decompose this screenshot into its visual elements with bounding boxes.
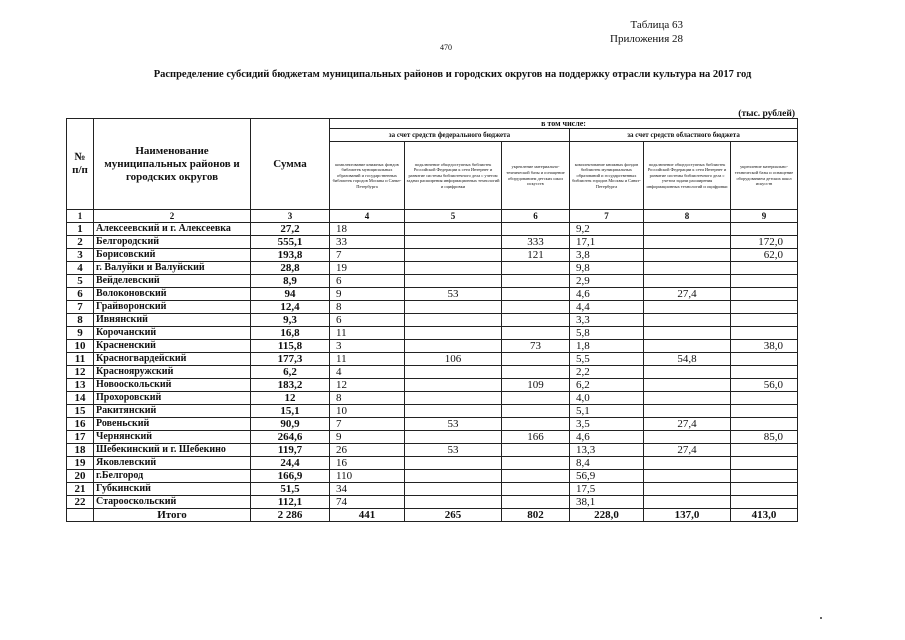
unit-label: (тыс. рублей) xyxy=(738,109,795,119)
fed-schools xyxy=(502,301,570,314)
fed-books: 6 xyxy=(330,314,405,327)
reg-schools: 56,0 xyxy=(731,379,798,392)
row-number: 12 xyxy=(67,366,94,379)
page-number: 470 xyxy=(440,43,452,52)
fed-schools: 166 xyxy=(502,431,570,444)
table-row xyxy=(67,262,798,275)
reg-internet xyxy=(644,236,731,249)
total-sum: 2 286 xyxy=(251,509,330,522)
fed-internet xyxy=(405,249,502,262)
row-number: 6 xyxy=(67,288,94,301)
col-index: 4 xyxy=(330,210,405,223)
fed-schools xyxy=(502,496,570,509)
reg-schools xyxy=(731,444,798,457)
reg-books: 17,5 xyxy=(570,483,644,496)
appendix-label: Приложения 28 xyxy=(610,33,683,45)
sum-value: 28,8 xyxy=(251,262,330,275)
reg-schools xyxy=(731,327,798,340)
subsidy-table xyxy=(66,118,798,522)
reg-books: 1,8 xyxy=(570,340,644,353)
fed-books: 7 xyxy=(330,418,405,431)
reg-schools xyxy=(731,457,798,470)
fed-internet: 53 xyxy=(405,444,502,457)
col-index: 3 xyxy=(251,210,330,223)
reg-internet xyxy=(644,483,731,496)
table-row xyxy=(67,353,798,366)
fed-books: 34 xyxy=(330,483,405,496)
fed-schools xyxy=(502,223,570,236)
fed-internet xyxy=(405,236,502,249)
sum-value: 183,2 xyxy=(251,379,330,392)
fed-schools: 109 xyxy=(502,379,570,392)
total-row xyxy=(67,509,798,522)
reg-books: 2,2 xyxy=(570,366,644,379)
total-cell: 413,0 xyxy=(731,509,798,522)
row-number: 15 xyxy=(67,405,94,418)
fed-books: 10 xyxy=(330,405,405,418)
column-index-row xyxy=(67,210,798,223)
reg-books: 3,5 xyxy=(570,418,644,431)
reg-books: 4,6 xyxy=(570,288,644,301)
header-name: Наименование муниципальных районов и городских округов xyxy=(94,119,251,210)
header-col4: комплектование книжных фондов библиотек муниципальных образований и государственных библиотек городов Москвы и Санкт-Петербурга xyxy=(330,142,405,210)
total-cell: 441 xyxy=(330,509,405,522)
reg-books: 4,6 xyxy=(570,431,644,444)
header-including: в том числе: xyxy=(330,119,798,129)
table-caption xyxy=(610,18,683,46)
fed-internet xyxy=(405,340,502,353)
table-row xyxy=(67,366,798,379)
fed-schools xyxy=(502,314,570,327)
sum-value: 51,5 xyxy=(251,483,330,496)
fed-books: 6 xyxy=(330,275,405,288)
fed-schools: 121 xyxy=(502,249,570,262)
header-col5: подключение общедоступных библиотек Российской Федерации к сети Интернет и развитие системы библиотечного дела с учетом задачи расширения информационных технологий и оцифровки xyxy=(405,142,502,210)
fed-internet xyxy=(405,275,502,288)
sum-value: 12 xyxy=(251,392,330,405)
table-row xyxy=(67,405,798,418)
reg-schools xyxy=(731,353,798,366)
fed-internet xyxy=(405,392,502,405)
district-name: Алексеевский и г. Алексеевка xyxy=(94,223,251,236)
fed-schools xyxy=(502,444,570,457)
reg-internet: 27,4 xyxy=(644,288,731,301)
reg-internet: 27,4 xyxy=(644,444,731,457)
table-row xyxy=(67,340,798,353)
fed-schools xyxy=(502,353,570,366)
fed-internet: 53 xyxy=(405,418,502,431)
total-cell xyxy=(67,509,94,522)
row-number: 11 xyxy=(67,353,94,366)
table-row xyxy=(67,392,798,405)
total-cell: 137,0 xyxy=(644,509,731,522)
reg-internet xyxy=(644,431,731,444)
district-name: Красногвардейский xyxy=(94,353,251,366)
reg-internet: 54,8 xyxy=(644,353,731,366)
reg-internet xyxy=(644,327,731,340)
total-label: Итого xyxy=(94,509,251,522)
district-name: Ивнянский xyxy=(94,314,251,327)
district-name: Прохоровский xyxy=(94,392,251,405)
fed-internet xyxy=(405,496,502,509)
reg-internet xyxy=(644,262,731,275)
reg-internet xyxy=(644,301,731,314)
col-index: 2 xyxy=(94,210,251,223)
fed-schools xyxy=(502,327,570,340)
table-row xyxy=(67,301,798,314)
reg-books: 4,0 xyxy=(570,392,644,405)
row-number: 17 xyxy=(67,431,94,444)
sum-value: 94 xyxy=(251,288,330,301)
fed-books: 7 xyxy=(330,249,405,262)
row-number: 3 xyxy=(67,249,94,262)
table-row xyxy=(67,249,798,262)
fed-books: 18 xyxy=(330,223,405,236)
fed-internet xyxy=(405,366,502,379)
fed-internet xyxy=(405,223,502,236)
table-label: Таблица 63 xyxy=(630,19,683,31)
table-row xyxy=(67,431,798,444)
reg-schools xyxy=(731,301,798,314)
reg-schools xyxy=(731,223,798,236)
header-num: № п/п xyxy=(67,119,94,210)
reg-schools xyxy=(731,314,798,327)
fed-internet: 106 xyxy=(405,353,502,366)
fed-internet xyxy=(405,314,502,327)
fed-books: 4 xyxy=(330,366,405,379)
table-row xyxy=(67,223,798,236)
district-name: Старооскольский xyxy=(94,496,251,509)
row-number: 1 xyxy=(67,223,94,236)
total-cell: 265 xyxy=(405,509,502,522)
fed-internet xyxy=(405,301,502,314)
row-number: 13 xyxy=(67,379,94,392)
reg-schools xyxy=(731,405,798,418)
reg-internet xyxy=(644,275,731,288)
district-name: Борисовский xyxy=(94,249,251,262)
district-name: Волоконовский xyxy=(94,288,251,301)
col-index: 9 xyxy=(731,210,798,223)
row-number: 19 xyxy=(67,457,94,470)
header-federal: за счет средств федерального бюджета xyxy=(330,129,570,142)
fed-internet xyxy=(405,483,502,496)
table-row xyxy=(67,444,798,457)
reg-schools xyxy=(731,288,798,301)
col-index: 1 xyxy=(67,210,94,223)
district-name: г. Валуйки и Валуйский xyxy=(94,262,251,275)
fed-books: 11 xyxy=(330,353,405,366)
reg-books: 13,3 xyxy=(570,444,644,457)
district-name: Красненский xyxy=(94,340,251,353)
fed-schools xyxy=(502,483,570,496)
reg-books: 4,4 xyxy=(570,301,644,314)
table-row xyxy=(67,314,798,327)
fed-internet xyxy=(405,405,502,418)
reg-books: 9,8 xyxy=(570,262,644,275)
fed-internet xyxy=(405,327,502,340)
reg-books: 5,1 xyxy=(570,405,644,418)
sum-value: 15,1 xyxy=(251,405,330,418)
sum-value: 16,8 xyxy=(251,327,330,340)
fed-internet xyxy=(405,431,502,444)
reg-internet xyxy=(644,366,731,379)
table-row xyxy=(67,327,798,340)
fed-books: 26 xyxy=(330,444,405,457)
reg-books: 5,8 xyxy=(570,327,644,340)
fed-books: 33 xyxy=(330,236,405,249)
row-number: 8 xyxy=(67,314,94,327)
district-name: Ракитянский xyxy=(94,405,251,418)
sum-value: 24,4 xyxy=(251,457,330,470)
district-name: Ровеньский xyxy=(94,418,251,431)
reg-internet xyxy=(644,340,731,353)
fed-internet xyxy=(405,379,502,392)
row-number: 14 xyxy=(67,392,94,405)
header-col6: укрепление материально-технической базы и оснащение оборудованием детских школ искусств xyxy=(502,142,570,210)
row-number: 16 xyxy=(67,418,94,431)
reg-internet xyxy=(644,223,731,236)
reg-internet xyxy=(644,249,731,262)
fed-schools xyxy=(502,275,570,288)
district-name: Новооскольский xyxy=(94,379,251,392)
reg-books: 38,1 xyxy=(570,496,644,509)
table-row xyxy=(67,470,798,483)
reg-internet xyxy=(644,392,731,405)
fed-books: 3 xyxy=(330,340,405,353)
row-number: 22 xyxy=(67,496,94,509)
table-row xyxy=(67,483,798,496)
col-index: 8 xyxy=(644,210,731,223)
reg-books: 6,2 xyxy=(570,379,644,392)
fed-books: 9 xyxy=(330,431,405,444)
fed-books: 12 xyxy=(330,379,405,392)
sum-value: 177,3 xyxy=(251,353,330,366)
reg-books: 3,8 xyxy=(570,249,644,262)
reg-schools xyxy=(731,496,798,509)
table-row xyxy=(67,418,798,431)
district-name: Губкинский xyxy=(94,483,251,496)
table-row xyxy=(67,496,798,509)
fed-schools xyxy=(502,288,570,301)
sum-value: 119,7 xyxy=(251,444,330,457)
sum-value: 112,1 xyxy=(251,496,330,509)
sum-value: 115,8 xyxy=(251,340,330,353)
district-name: Краснояружский xyxy=(94,366,251,379)
row-number: 10 xyxy=(67,340,94,353)
fed-books: 8 xyxy=(330,301,405,314)
district-name: Шебекинский и г. Шебекино xyxy=(94,444,251,457)
document-title: Распределение субсидий бюджетам муниципальных районов и городских округов на поддержку отрасли культура на 2017 год xyxy=(153,69,752,80)
table-row xyxy=(67,275,798,288)
table-row xyxy=(67,236,798,249)
row-number: 4 xyxy=(67,262,94,275)
district-name: Вейделевский xyxy=(94,275,251,288)
col-index: 6 xyxy=(502,210,570,223)
row-number: 20 xyxy=(67,470,94,483)
table-row xyxy=(67,288,798,301)
fed-books: 74 xyxy=(330,496,405,509)
sum-value: 9,3 xyxy=(251,314,330,327)
reg-internet xyxy=(644,470,731,483)
fed-internet: 53 xyxy=(405,288,502,301)
header-regional: за счет средств областного бюджета xyxy=(570,129,798,142)
fed-internet xyxy=(405,470,502,483)
total-cell: 802 xyxy=(502,509,570,522)
header-col7: комплектование книжных фондов библиотек муниципальных образований и государственных библиотек городов Москвы и Санкт-Петербурга xyxy=(570,142,644,210)
row-number: 7 xyxy=(67,301,94,314)
sum-value: 12,4 xyxy=(251,301,330,314)
total-cell: 228,0 xyxy=(570,509,644,522)
sum-value: 555,1 xyxy=(251,236,330,249)
fed-schools: 73 xyxy=(502,340,570,353)
header-sum: Сумма xyxy=(251,119,330,210)
district-name: Корочанский xyxy=(94,327,251,340)
row-number: 9 xyxy=(67,327,94,340)
fed-schools xyxy=(502,405,570,418)
sum-value: 6,2 xyxy=(251,366,330,379)
sum-value: 8,9 xyxy=(251,275,330,288)
reg-schools xyxy=(731,392,798,405)
reg-internet xyxy=(644,496,731,509)
district-name: Яковлевский xyxy=(94,457,251,470)
reg-schools: 38,0 xyxy=(731,340,798,353)
district-name: г.Белгород xyxy=(94,470,251,483)
fed-books: 19 xyxy=(330,262,405,275)
sum-value: 193,8 xyxy=(251,249,330,262)
row-number: 18 xyxy=(67,444,94,457)
sum-value: 166,9 xyxy=(251,470,330,483)
fed-schools xyxy=(502,262,570,275)
sum-value: 27,2 xyxy=(251,223,330,236)
fed-books: 11 xyxy=(330,327,405,340)
header-col9: укрепление материально-технической базы и оснащение оборудованием детских школ искусств xyxy=(731,142,798,210)
scan-mark xyxy=(820,617,822,619)
fed-internet xyxy=(405,457,502,470)
reg-internet xyxy=(644,457,731,470)
fed-internet xyxy=(405,262,502,275)
fed-schools xyxy=(502,470,570,483)
sum-value: 264,6 xyxy=(251,431,330,444)
row-number: 5 xyxy=(67,275,94,288)
reg-books: 5,5 xyxy=(570,353,644,366)
reg-schools: 62,0 xyxy=(731,249,798,262)
reg-schools xyxy=(731,418,798,431)
row-number: 21 xyxy=(67,483,94,496)
fed-books: 110 xyxy=(330,470,405,483)
fed-schools: 333 xyxy=(502,236,570,249)
reg-schools xyxy=(731,275,798,288)
reg-books: 8,4 xyxy=(570,457,644,470)
district-name: Чернянский xyxy=(94,431,251,444)
reg-schools xyxy=(731,483,798,496)
reg-schools: 85,0 xyxy=(731,431,798,444)
reg-internet xyxy=(644,405,731,418)
table-row xyxy=(67,457,798,470)
district-name: Грайворонский xyxy=(94,301,251,314)
row-number: 2 xyxy=(67,236,94,249)
col-index: 5 xyxy=(405,210,502,223)
fed-schools xyxy=(502,457,570,470)
reg-internet xyxy=(644,379,731,392)
reg-books: 3,3 xyxy=(570,314,644,327)
fed-books: 16 xyxy=(330,457,405,470)
sum-value: 90,9 xyxy=(251,418,330,431)
fed-schools xyxy=(502,418,570,431)
district-name: Белгородский xyxy=(94,236,251,249)
reg-schools: 172,0 xyxy=(731,236,798,249)
fed-schools xyxy=(502,366,570,379)
reg-internet: 27,4 xyxy=(644,418,731,431)
reg-books: 56,9 xyxy=(570,470,644,483)
fed-books: 8 xyxy=(330,392,405,405)
reg-internet xyxy=(644,314,731,327)
reg-books: 17,1 xyxy=(570,236,644,249)
fed-schools xyxy=(502,392,570,405)
reg-books: 2,9 xyxy=(570,275,644,288)
fed-books: 9 xyxy=(330,288,405,301)
reg-books: 9,2 xyxy=(570,223,644,236)
reg-schools xyxy=(731,470,798,483)
col-index: 7 xyxy=(570,210,644,223)
table-row xyxy=(67,379,798,392)
reg-schools xyxy=(731,366,798,379)
reg-schools xyxy=(731,262,798,275)
header-col8: подключение общедоступных библиотек Российской Федерации к сети Интернет и развитие системы библиотечного дела с учетом задачи расширения информационных технологий и оцифровки xyxy=(644,142,731,210)
